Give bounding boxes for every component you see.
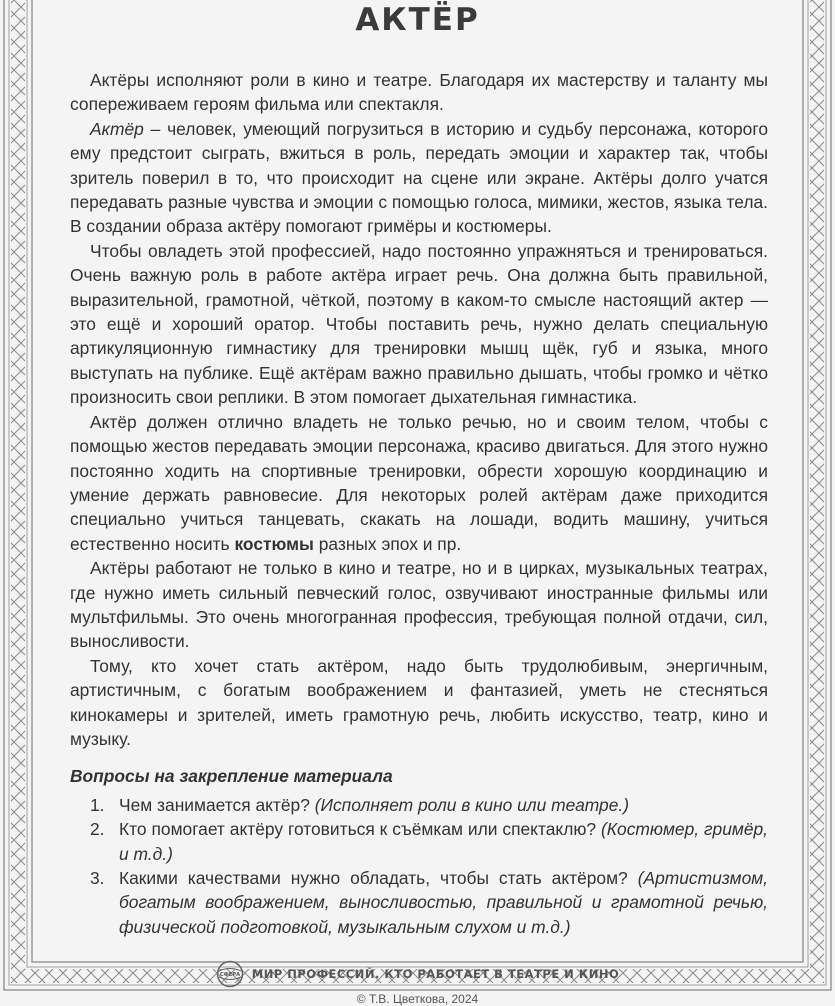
term-actor: Актёр: [90, 118, 144, 139]
question-answer: (Артистизмом, богатым воображением, выносливостью, правильной и грамотной речью, физической подготовкой, музыкальным слухом и т.д.): [119, 868, 768, 937]
publisher-logo-icon: [216, 960, 244, 988]
paragraph-intro: Актёры исполняют роли в кино и театре. Благодаря их мастерству и таланту мы сопереживаем героям фильма или спектакля.: [70, 70, 768, 115]
paragraph-speech: Чтобы овладеть этой профессией, надо постоянно упражняться и тренироваться. Очень важную роль в работе актёра играет речь. Она должна быть правильной, выразительной, грамотной, чёткой, поэтому в каком-то смысле настоящий актер — это ещё и хороший оратор. Чтобы поставить речь, нужно делать специальную артикуляционную гимнастику для тренировки мышц щёк, губ и языка, много выступать на публике. Ещё актёрам важно правильно дышать, чтобы громко и чётко произносить свои реплики. В этом помогает дыхательная гимнастика.: [70, 240, 768, 408]
footer-row: [0, 960, 835, 988]
question-item: [70, 793, 768, 817]
svg-text:СФЕРА: СФЕРА: [219, 972, 240, 978]
paragraph-definition: [70, 117, 768, 239]
question-number: 3.: [90, 868, 105, 888]
question-text: Чем занимается актёр?: [119, 794, 315, 815]
question-text: Кто помогает актёру готовиться к съёмкам или спектаклю?: [119, 819, 601, 840]
paragraph-qualities: Тому, кто хочет стать актёром, надо быть трудолюбивым, энергичным, артистичным, с богатым воображением и фантазией, уметь не стесняться кинокамеры и зрителей, иметь грамотную речь, любить искусство, театр, кино и музыку.: [70, 655, 768, 749]
body-skills-text: Актёр должен отлично владеть не только речью, но и своим телом, чтобы с помощью жестов передавать эмоции персонажа, красиво двигаться. Для этого нужно постоянно ходить на спортивные тренировки, обрести хорошую координацию и умение держать равновесие. Для некоторых ролей актёрам даже приходится специально учиться танцевать, скакать на лошади, водить машину, учиться естественно носить: [70, 411, 768, 554]
question-item: [70, 817, 768, 866]
question-body: [119, 817, 768, 866]
paragraph-body-skills: [70, 410, 768, 556]
page-title: АКТЁР: [355, 2, 480, 38]
question-answer: (Исполняет роли в кино или театре.): [314, 794, 630, 815]
footer-copyright: © Т.В. Цветкова, 2024: [356, 992, 479, 1006]
keyword-costumes: костюмы: [234, 533, 314, 554]
question-text: Какими качествами нужно обладать, чтобы стать актёром?: [119, 868, 638, 888]
definition-text: – человек, умеющий погрузиться в историю и судьбу персонажа, которого ему предстоит сыграть, вжиться в роль, передать эмоции и характер так, чтобы зритель поверил в то, что происходит на сцене или экране. Актёры долго учатся передавать разные чувства и эмоции с помощью голоса, мимики, жестов, языка тела. В создании образа актёру помогают гримёры и костюмеры.: [70, 118, 768, 237]
article-body: [70, 68, 768, 939]
paragraph-workplaces: Актёры работают не только в кино и театре, но и в цирках, музыкальных театрах, где нужно иметь сильный певческий голос, озвучивают иностранные фильмы или мультфильмы. Это очень многогранная профессия, требующая полной отдачи, сил, выносливости.: [70, 558, 768, 652]
questions-heading: Вопросы на закрепление материала: [70, 766, 393, 787]
footer-series-title: МИР ПРОФЕССИЙ. КТО РАБОТАЕТ В ТЕАТРЕ И КИНО: [251, 967, 620, 981]
question-body: [119, 866, 768, 939]
page-footer: [0, 960, 835, 1006]
question-number: 2.: [90, 819, 105, 840]
question-item: [70, 866, 768, 939]
body-skills-text-end: разных эпох и пр.: [313, 533, 462, 554]
question-answer: (Костюмер, гримёр, и т.д.): [119, 819, 768, 864]
question-number: 1.: [90, 794, 105, 815]
question-body: [119, 793, 768, 817]
questions-list: [70, 793, 768, 939]
